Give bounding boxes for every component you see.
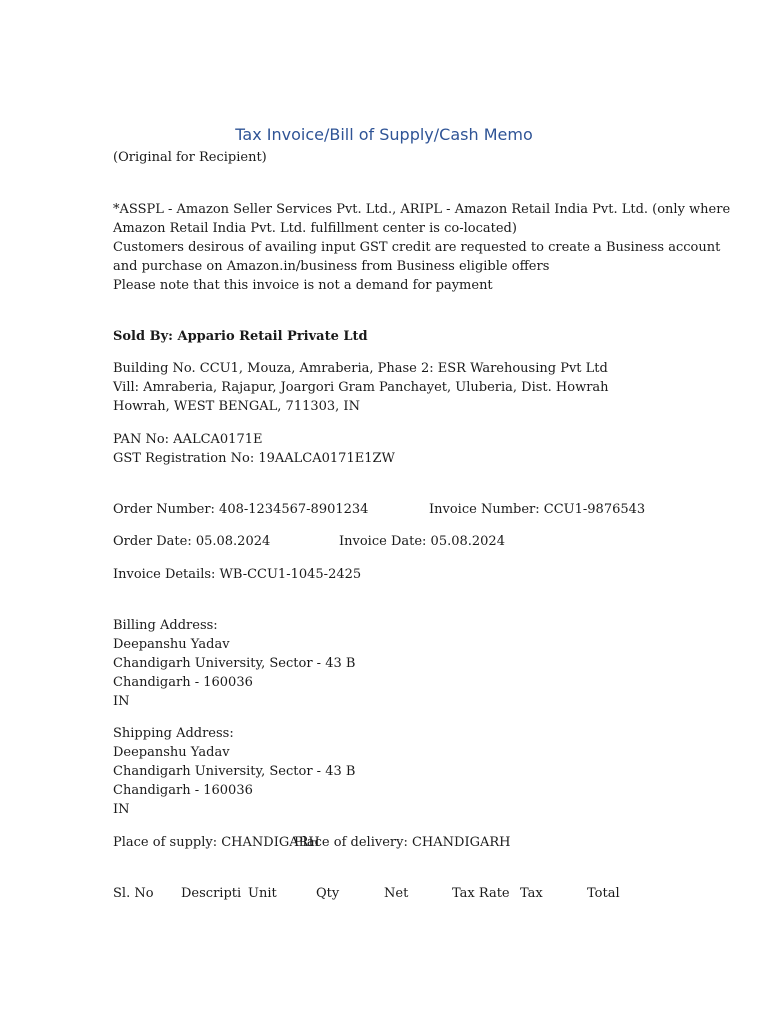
shipping-address-line: Deepanshu Yadav <box>113 745 230 760</box>
header-sl-no: Sl. No <box>113 886 154 901</box>
pan-number: PAN No: AALCA0171E <box>113 432 263 447</box>
invoice-details: Invoice Details: WB-CCU1-1045-2425 <box>113 567 362 582</box>
invoice-number: Invoice Number: CCU1-9876543 <box>429 502 646 517</box>
order-number: Order Number: 408-1234567-8901234 <box>113 502 369 517</box>
seller-address-line: Howrah, WEST BENGAL, 711303, IN <box>113 399 360 414</box>
header-total: Total <box>587 886 620 901</box>
shipping-address-line: IN <box>113 802 130 817</box>
billing-address-line: Deepanshu Yadav <box>113 637 230 652</box>
seller-address-line: Building No. CCU1, Mouza, Amraberia, Phase 2: ESR Warehousing Pvt Ltd <box>113 361 608 376</box>
shipping-address-label: Shipping Address: <box>113 726 234 741</box>
header-net: Net <box>384 886 409 901</box>
invoice-subtitle: (Original for Recipient) <box>113 150 267 165</box>
billing-address-label: Billing Address: <box>113 618 218 633</box>
billing-address-line: Chandigarh University, Sector - 43 B <box>113 656 356 671</box>
billing-address-line: IN <box>113 694 130 709</box>
header-tax: Tax <box>520 886 543 901</box>
billing-address-line: Chandigarh - 160036 <box>113 675 253 690</box>
note-line: Customers desirous of availing input GST credit are requested to create a Business account <box>113 240 721 255</box>
invoice-title: Tax Invoice/Bill of Supply/Cash Memo <box>235 125 533 144</box>
order-date: Order Date: 05.08.2024 <box>113 534 271 549</box>
note-line: *ASSPL - Amazon Seller Services Pvt. Ltd., ARIPL - Amazon Retail India Pvt. Ltd. (only where <box>113 202 731 217</box>
header-tax-rate: Tax Rate <box>452 886 510 901</box>
note-line: Amazon Retail India Pvt. Ltd. fulfillment center is co-located) <box>113 221 517 236</box>
note-line: and purchase on Amazon.in/business from Business eligible offers <box>113 259 550 274</box>
place-of-supply: Place of supply: CHANDIGARH <box>113 835 320 850</box>
shipping-address-line: Chandigarh University, Sector - 43 B <box>113 764 356 779</box>
invoice-date: Invoice Date: 05.08.2024 <box>339 534 505 549</box>
header-description: Descripti <box>181 886 242 901</box>
shipping-address-line: Chandigarh - 160036 <box>113 783 253 798</box>
seller-address-line: Vill: Amraberia, Rajapur, Joargori Gram Panchayet, Uluberia, Dist. Howrah <box>113 380 609 395</box>
gst-registration: GST Registration No: 19AALCA0171E1ZW <box>113 451 395 466</box>
header-qty: Qty <box>316 886 340 901</box>
note-line: Please note that this invoice is not a demand for payment <box>113 278 493 293</box>
sold-by: Sold By: Appario Retail Private Ltd <box>113 329 368 344</box>
header-unit: Unit <box>248 886 277 901</box>
place-of-delivery: Place of delivery: CHANDIGARH <box>294 835 511 850</box>
